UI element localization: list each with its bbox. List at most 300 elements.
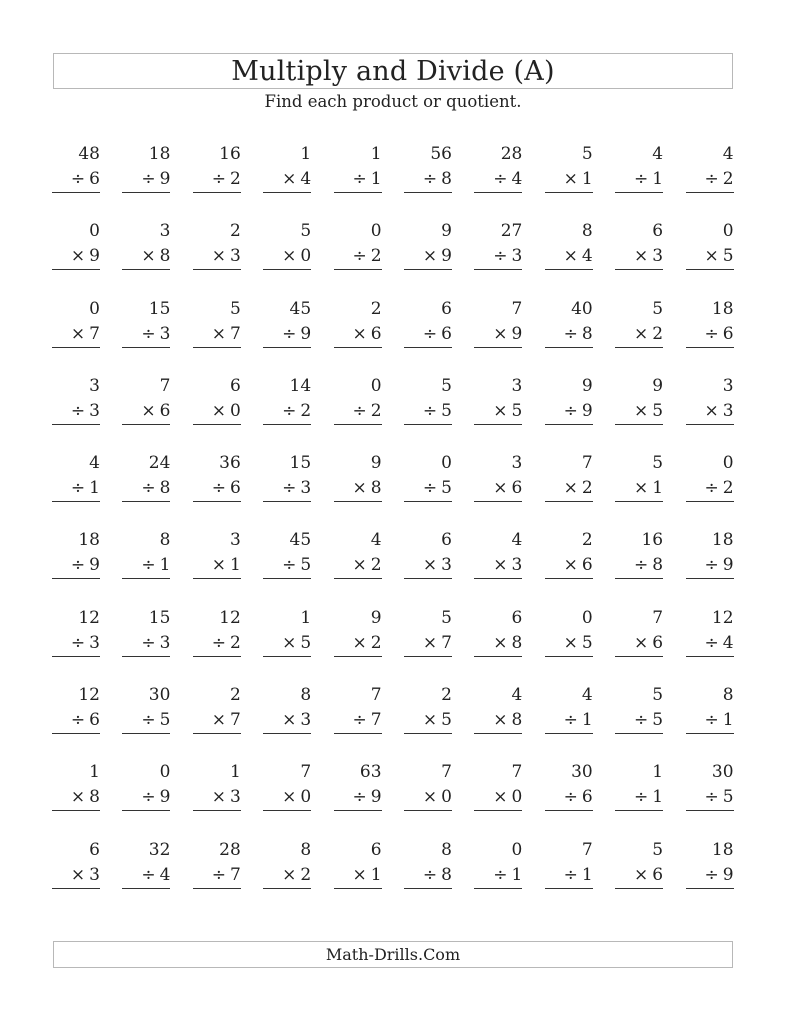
problem: [263, 759, 311, 836]
problem-bottom-number: 1: [652, 787, 664, 808]
problem-top-number: 5: [441, 375, 452, 396]
problem-bottom-line: [615, 167, 663, 193]
problem: [52, 450, 100, 527]
problem: [404, 759, 452, 836]
problem: [263, 296, 311, 373]
problem-bottom-number: 3: [300, 478, 312, 499]
problem-top-number: 5: [652, 839, 664, 860]
problem-bottom-line: [474, 322, 522, 348]
operator-sign: ÷: [70, 400, 86, 421]
problem: [193, 837, 241, 914]
problem-bottom-line: [263, 708, 311, 734]
problem-top-number: 0: [511, 839, 523, 860]
problem-top-number: 9: [370, 453, 382, 474]
problem-bottom-line: [686, 708, 734, 734]
problem-top-number: 7: [370, 685, 382, 706]
problem: [545, 527, 593, 604]
problem: [122, 450, 170, 527]
operator-sign: ÷: [422, 169, 438, 189]
problem-bottom-number: 9: [581, 400, 593, 421]
problem-bottom-line: [404, 863, 452, 889]
operator-sign: ÷: [563, 710, 578, 731]
problem-bottom-line: [52, 167, 100, 193]
problem-top-number: 0: [370, 221, 382, 242]
problem: [334, 527, 382, 604]
problem-top-number: 45: [289, 530, 312, 551]
problem-bottom-line: [334, 244, 382, 270]
problem-bottom-number: 5: [441, 478, 452, 499]
instructions: Find each product or quotient.: [264, 92, 522, 111]
problem-bottom-line: [193, 399, 241, 425]
problem-bottom-number: 0: [511, 787, 523, 808]
problem-top-number: 15: [289, 453, 312, 474]
problem-bottom-line: [615, 785, 663, 811]
operator-sign: ×: [422, 710, 438, 731]
problem: [263, 837, 311, 914]
problem-bottom-number: 6: [370, 323, 382, 344]
problem-top-number: 12: [711, 607, 734, 628]
problem-bottom-number: 5: [722, 787, 734, 808]
problem-top-number: 14: [289, 375, 312, 396]
problem-bottom-line: [52, 863, 100, 889]
operator-sign: ÷: [704, 632, 719, 653]
problem-bottom-line: [263, 167, 311, 193]
problem-top-number: 6: [229, 375, 241, 396]
problem-bottom-line: [52, 244, 100, 270]
problem-bottom-line: [263, 631, 311, 657]
problem-bottom-line: [52, 399, 100, 425]
problem-bottom-line: [615, 322, 663, 348]
operator-sign: ÷: [141, 169, 156, 189]
problem-bottom-number: 1: [229, 555, 241, 576]
problem-bottom-line: [545, 322, 593, 348]
problem-top-number: 4: [89, 453, 100, 474]
problem: [686, 141, 734, 218]
problem: [615, 605, 663, 682]
problem-bottom-number: 1: [581, 710, 593, 731]
problem-bottom-line: [334, 167, 382, 193]
operator-sign: ×: [282, 787, 297, 808]
operator-sign: ÷: [352, 710, 367, 731]
problem: [615, 837, 663, 914]
operator-sign: ×: [704, 246, 719, 267]
problem-bottom-line: [122, 631, 170, 657]
problem-top-number: 0: [159, 762, 171, 783]
problem: [474, 450, 522, 527]
problem-bottom-line: [545, 399, 593, 425]
problem: [334, 373, 382, 450]
problem-top-number: 9: [370, 607, 382, 628]
operator-sign: ×: [282, 710, 297, 731]
problem-top-number: 16: [641, 530, 664, 551]
problem-bottom-line: [686, 631, 734, 657]
operator-sign: ×: [352, 632, 367, 653]
operator-sign: ÷: [634, 710, 649, 731]
operator-sign: ÷: [282, 400, 297, 421]
operator-sign: ÷: [704, 787, 719, 808]
problem-bottom-number: 1: [652, 169, 664, 189]
problem-bottom-line: [193, 476, 241, 502]
problem-top-number: 6: [511, 607, 523, 628]
problem-bottom-number: 2: [229, 632, 241, 653]
problem-top-number: 28: [500, 144, 523, 164]
problem-top-number: 8: [722, 685, 734, 706]
operator-sign: ÷: [704, 864, 719, 885]
problem: [615, 296, 663, 373]
operator-sign: ×: [634, 323, 649, 344]
problem-bottom-number: 3: [652, 246, 664, 267]
operator-sign: ÷: [563, 864, 578, 885]
problem-bottom-line: [615, 476, 663, 502]
problem: [404, 605, 452, 682]
problem: [545, 682, 593, 759]
problem: [122, 218, 170, 295]
problem-top-number: 1: [652, 762, 664, 783]
operator-sign: ×: [634, 246, 649, 267]
problem: [474, 218, 522, 295]
problem-bottom-number: 3: [159, 323, 171, 344]
problem: [334, 296, 382, 373]
operator-sign: ×: [141, 246, 156, 267]
problem: [193, 605, 241, 682]
problem-bottom-line: [122, 553, 170, 579]
problem-bottom-line: [474, 167, 522, 193]
problem-top-number: 8: [441, 839, 452, 860]
problem: [193, 759, 241, 836]
problem-bottom-number: 7: [229, 323, 241, 344]
problem: [686, 218, 734, 295]
problem-top-number: 7: [159, 375, 171, 396]
problem: [193, 141, 241, 218]
problem-bottom-number: 9: [300, 323, 312, 344]
operator-sign: ÷: [634, 787, 649, 808]
problem-top-number: 0: [581, 607, 593, 628]
problem-bottom-line: [615, 244, 663, 270]
problem: [545, 837, 593, 914]
operator-sign: ×: [211, 400, 226, 421]
problem: [52, 527, 100, 604]
problem-top-number: 63: [359, 762, 382, 783]
problem-bottom-line: [122, 322, 170, 348]
problem-bottom-number: 5: [722, 246, 734, 267]
problem-bottom-number: 2: [370, 246, 382, 267]
problem: [334, 218, 382, 295]
problem-bottom-line: [474, 553, 522, 579]
problem: [122, 759, 170, 836]
problem-bottom-number: 4: [722, 632, 734, 653]
problem: [615, 218, 663, 295]
problem-top-number: 18: [78, 530, 100, 551]
problem-bottom-line: [52, 476, 100, 502]
operator-sign: ×: [422, 787, 438, 808]
problem-bottom-line: [404, 399, 452, 425]
problem-bottom-number: 6: [581, 787, 593, 808]
problem-top-number: 2: [229, 221, 241, 242]
problem: [474, 527, 522, 604]
problem-bottom-number: 3: [441, 555, 452, 576]
problem: [545, 605, 593, 682]
operator-sign: ×: [70, 246, 86, 267]
problem-bottom-number: 4: [511, 169, 523, 189]
problem-bottom-number: 2: [370, 400, 382, 421]
problem-bottom-number: 5: [159, 710, 171, 731]
problem-top-number: 4: [370, 530, 382, 551]
problem-bottom-line: [263, 399, 311, 425]
operator-sign: ×: [422, 555, 438, 576]
problem-bottom-number: 9: [722, 864, 734, 885]
problem-top-number: 18: [148, 144, 171, 164]
problem-top-number: 3: [89, 375, 100, 396]
problem-bottom-number: 8: [441, 169, 452, 189]
problem-bottom-line: [263, 322, 311, 348]
problem-bottom-line: [334, 631, 382, 657]
problem-top-number: 1: [300, 607, 312, 628]
problem: [474, 141, 522, 218]
problem-bottom-number: 8: [511, 710, 523, 731]
operator-sign: ÷: [70, 632, 86, 653]
operator-sign: ×: [141, 400, 156, 421]
problem-bottom-line: [122, 863, 170, 889]
problem-bottom-number: 2: [722, 169, 734, 189]
problem: [263, 450, 311, 527]
operator-sign: ×: [211, 246, 226, 267]
operator-sign: ÷: [282, 323, 297, 344]
problem-top-number: 4: [511, 530, 523, 551]
problem: [334, 450, 382, 527]
problem-top-number: 18: [711, 298, 734, 319]
problem-top-number: 32: [148, 839, 171, 860]
problem-bottom-line: [474, 244, 522, 270]
operator-sign: ×: [634, 400, 649, 421]
problem-bottom-number: 7: [229, 864, 241, 885]
problem: [52, 218, 100, 295]
problem-bottom-number: 1: [511, 864, 523, 885]
problem-bottom-number: 6: [89, 169, 100, 189]
problem: [193, 527, 241, 604]
problem-top-number: 0: [89, 298, 100, 319]
operator-sign: ×: [704, 400, 719, 421]
problem-bottom-line: [263, 476, 311, 502]
problem: [122, 296, 170, 373]
operator-sign: ÷: [141, 478, 156, 499]
problem-bottom-number: 5: [300, 555, 312, 576]
problem-bottom-line: [193, 631, 241, 657]
problem: [193, 373, 241, 450]
problem-top-number: 1: [370, 144, 382, 164]
problem-bottom-number: 6: [511, 478, 523, 499]
problem-bottom-line: [474, 785, 522, 811]
problem: [404, 296, 452, 373]
operator-sign: ÷: [282, 555, 297, 576]
problem: [474, 837, 522, 914]
problem-bottom-line: [474, 863, 522, 889]
problem-bottom-line: [122, 244, 170, 270]
operator-sign: ×: [282, 864, 297, 885]
operator-sign: ÷: [352, 787, 367, 808]
problem-bottom-number: 4: [300, 169, 312, 189]
problem-bottom-line: [404, 553, 452, 579]
operator-sign: ÷: [211, 632, 226, 653]
problem-bottom-line: [404, 785, 452, 811]
operator-sign: ×: [211, 787, 226, 808]
problem-bottom-number: 3: [229, 246, 241, 267]
problem-bottom-number: 3: [159, 632, 171, 653]
problem-top-number: 8: [581, 221, 593, 242]
operator-sign: ×: [493, 787, 508, 808]
problem-bottom-number: 8: [159, 478, 171, 499]
problem-bottom-line: [263, 863, 311, 889]
problem-top-number: 2: [370, 298, 382, 319]
problem-top-number: 8: [300, 685, 312, 706]
problem-bottom-number: 9: [159, 787, 171, 808]
problem: [263, 218, 311, 295]
problem-top-number: 6: [370, 839, 382, 860]
problem-bottom-line: [193, 863, 241, 889]
operator-sign: ÷: [141, 864, 156, 885]
problem-top-number: 18: [711, 530, 734, 551]
problem-bottom-number: 3: [722, 400, 734, 421]
operator-sign: ÷: [141, 710, 156, 731]
problem-top-number: 1: [229, 762, 241, 783]
problem-bottom-line: [615, 399, 663, 425]
operator-sign: ×: [493, 632, 508, 653]
problem: [122, 682, 170, 759]
problem: [263, 682, 311, 759]
problem-top-number: 1: [89, 762, 100, 783]
problem-bottom-number: 2: [229, 169, 241, 189]
operator-sign: ÷: [634, 555, 649, 576]
problem-top-number: 7: [511, 762, 523, 783]
operator-sign: ×: [352, 323, 367, 344]
problem-top-number: 18: [711, 839, 734, 860]
problem: [404, 837, 452, 914]
problem-bottom-line: [686, 553, 734, 579]
problem: [686, 527, 734, 604]
problem: [122, 605, 170, 682]
problem-bottom-number: 6: [722, 323, 734, 344]
problem-bottom-number: 8: [511, 632, 523, 653]
problem-top-number: 30: [148, 685, 171, 706]
problem-bottom-line: [52, 631, 100, 657]
problem-bottom-line: [193, 785, 241, 811]
problem-bottom-line: [263, 244, 311, 270]
page-title: Multiply and Divide (A): [231, 55, 555, 87]
problem-bottom-number: 9: [89, 246, 100, 267]
problem-bottom-number: 6: [441, 323, 452, 344]
problem-grid: [52, 141, 736, 914]
operator-sign: ×: [493, 555, 508, 576]
operator-sign: ÷: [563, 787, 578, 808]
problem-bottom-number: 6: [581, 555, 593, 576]
problem-bottom-line: [686, 785, 734, 811]
problem-top-number: 6: [441, 530, 452, 551]
problem-bottom-number: 1: [652, 478, 664, 499]
problem-bottom-line: [193, 322, 241, 348]
problem: [193, 218, 241, 295]
problem-bottom-number: 6: [652, 864, 664, 885]
problem-bottom-number: 8: [441, 864, 452, 885]
problem-bottom-line: [615, 553, 663, 579]
problem: [545, 218, 593, 295]
problem: [52, 837, 100, 914]
problem: [474, 373, 522, 450]
operator-sign: ÷: [352, 400, 367, 421]
problem-top-number: 7: [441, 762, 452, 783]
operator-sign: ÷: [352, 169, 367, 189]
operator-sign: ×: [211, 555, 226, 576]
problem: [52, 605, 100, 682]
problem-bottom-line: [404, 244, 452, 270]
problem-bottom-line: [122, 785, 170, 811]
problem-bottom-number: 8: [652, 555, 664, 576]
problem: [52, 296, 100, 373]
problem-bottom-number: 7: [370, 710, 382, 731]
problem: [686, 759, 734, 836]
problem-top-number: 27: [500, 221, 523, 242]
problem: [545, 450, 593, 527]
problem: [615, 759, 663, 836]
problem-bottom-number: 2: [652, 323, 664, 344]
problem-top-number: 5: [300, 221, 312, 242]
problem-top-number: 12: [78, 685, 100, 706]
operator-sign: ÷: [70, 169, 86, 189]
problem-bottom-number: 7: [441, 632, 452, 653]
problem-bottom-number: 1: [722, 710, 734, 731]
problem-bottom-line: [334, 322, 382, 348]
problem-bottom-line: [52, 322, 100, 348]
problem-top-number: 7: [652, 607, 664, 628]
problem: [404, 141, 452, 218]
operator-sign: ×: [211, 323, 226, 344]
problem-bottom-number: 9: [159, 169, 171, 189]
problem-bottom-number: 2: [722, 478, 734, 499]
problem-bottom-line: [686, 476, 734, 502]
problem-top-number: 3: [511, 375, 523, 396]
problem: [686, 450, 734, 527]
problem-top-number: 5: [581, 144, 593, 164]
footer-site: Math-Drills.Com: [325, 945, 461, 964]
problem: [263, 605, 311, 682]
problem-top-number: 3: [722, 375, 734, 396]
problem-bottom-number: 9: [511, 323, 523, 344]
problem-bottom-number: 5: [441, 400, 452, 421]
problem-top-number: 2: [581, 530, 593, 551]
problem: [615, 141, 663, 218]
operator-sign: ×: [563, 169, 578, 189]
problem-bottom-number: 8: [89, 787, 100, 808]
operator-sign: ÷: [422, 864, 438, 885]
problem: [263, 141, 311, 218]
problem-top-number: 4: [581, 685, 593, 706]
problem-top-number: 4: [511, 685, 523, 706]
problem-top-number: 6: [652, 221, 664, 242]
problem: [686, 605, 734, 682]
problem-bottom-number: 3: [300, 710, 312, 731]
problem-top-number: 45: [289, 298, 312, 319]
problem: [474, 296, 522, 373]
operator-sign: ×: [563, 632, 578, 653]
problem-top-number: 15: [148, 607, 171, 628]
problem-top-number: 0: [441, 453, 452, 474]
problem-bottom-number: 3: [89, 864, 100, 885]
operator-sign: ÷: [141, 787, 156, 808]
problem-top-number: 4: [722, 144, 734, 164]
problem-bottom-number: 3: [511, 555, 523, 576]
problem-top-number: 2: [441, 685, 452, 706]
operator-sign: ÷: [704, 555, 719, 576]
problem-bottom-number: 4: [581, 246, 593, 267]
operator-sign: ×: [634, 864, 649, 885]
